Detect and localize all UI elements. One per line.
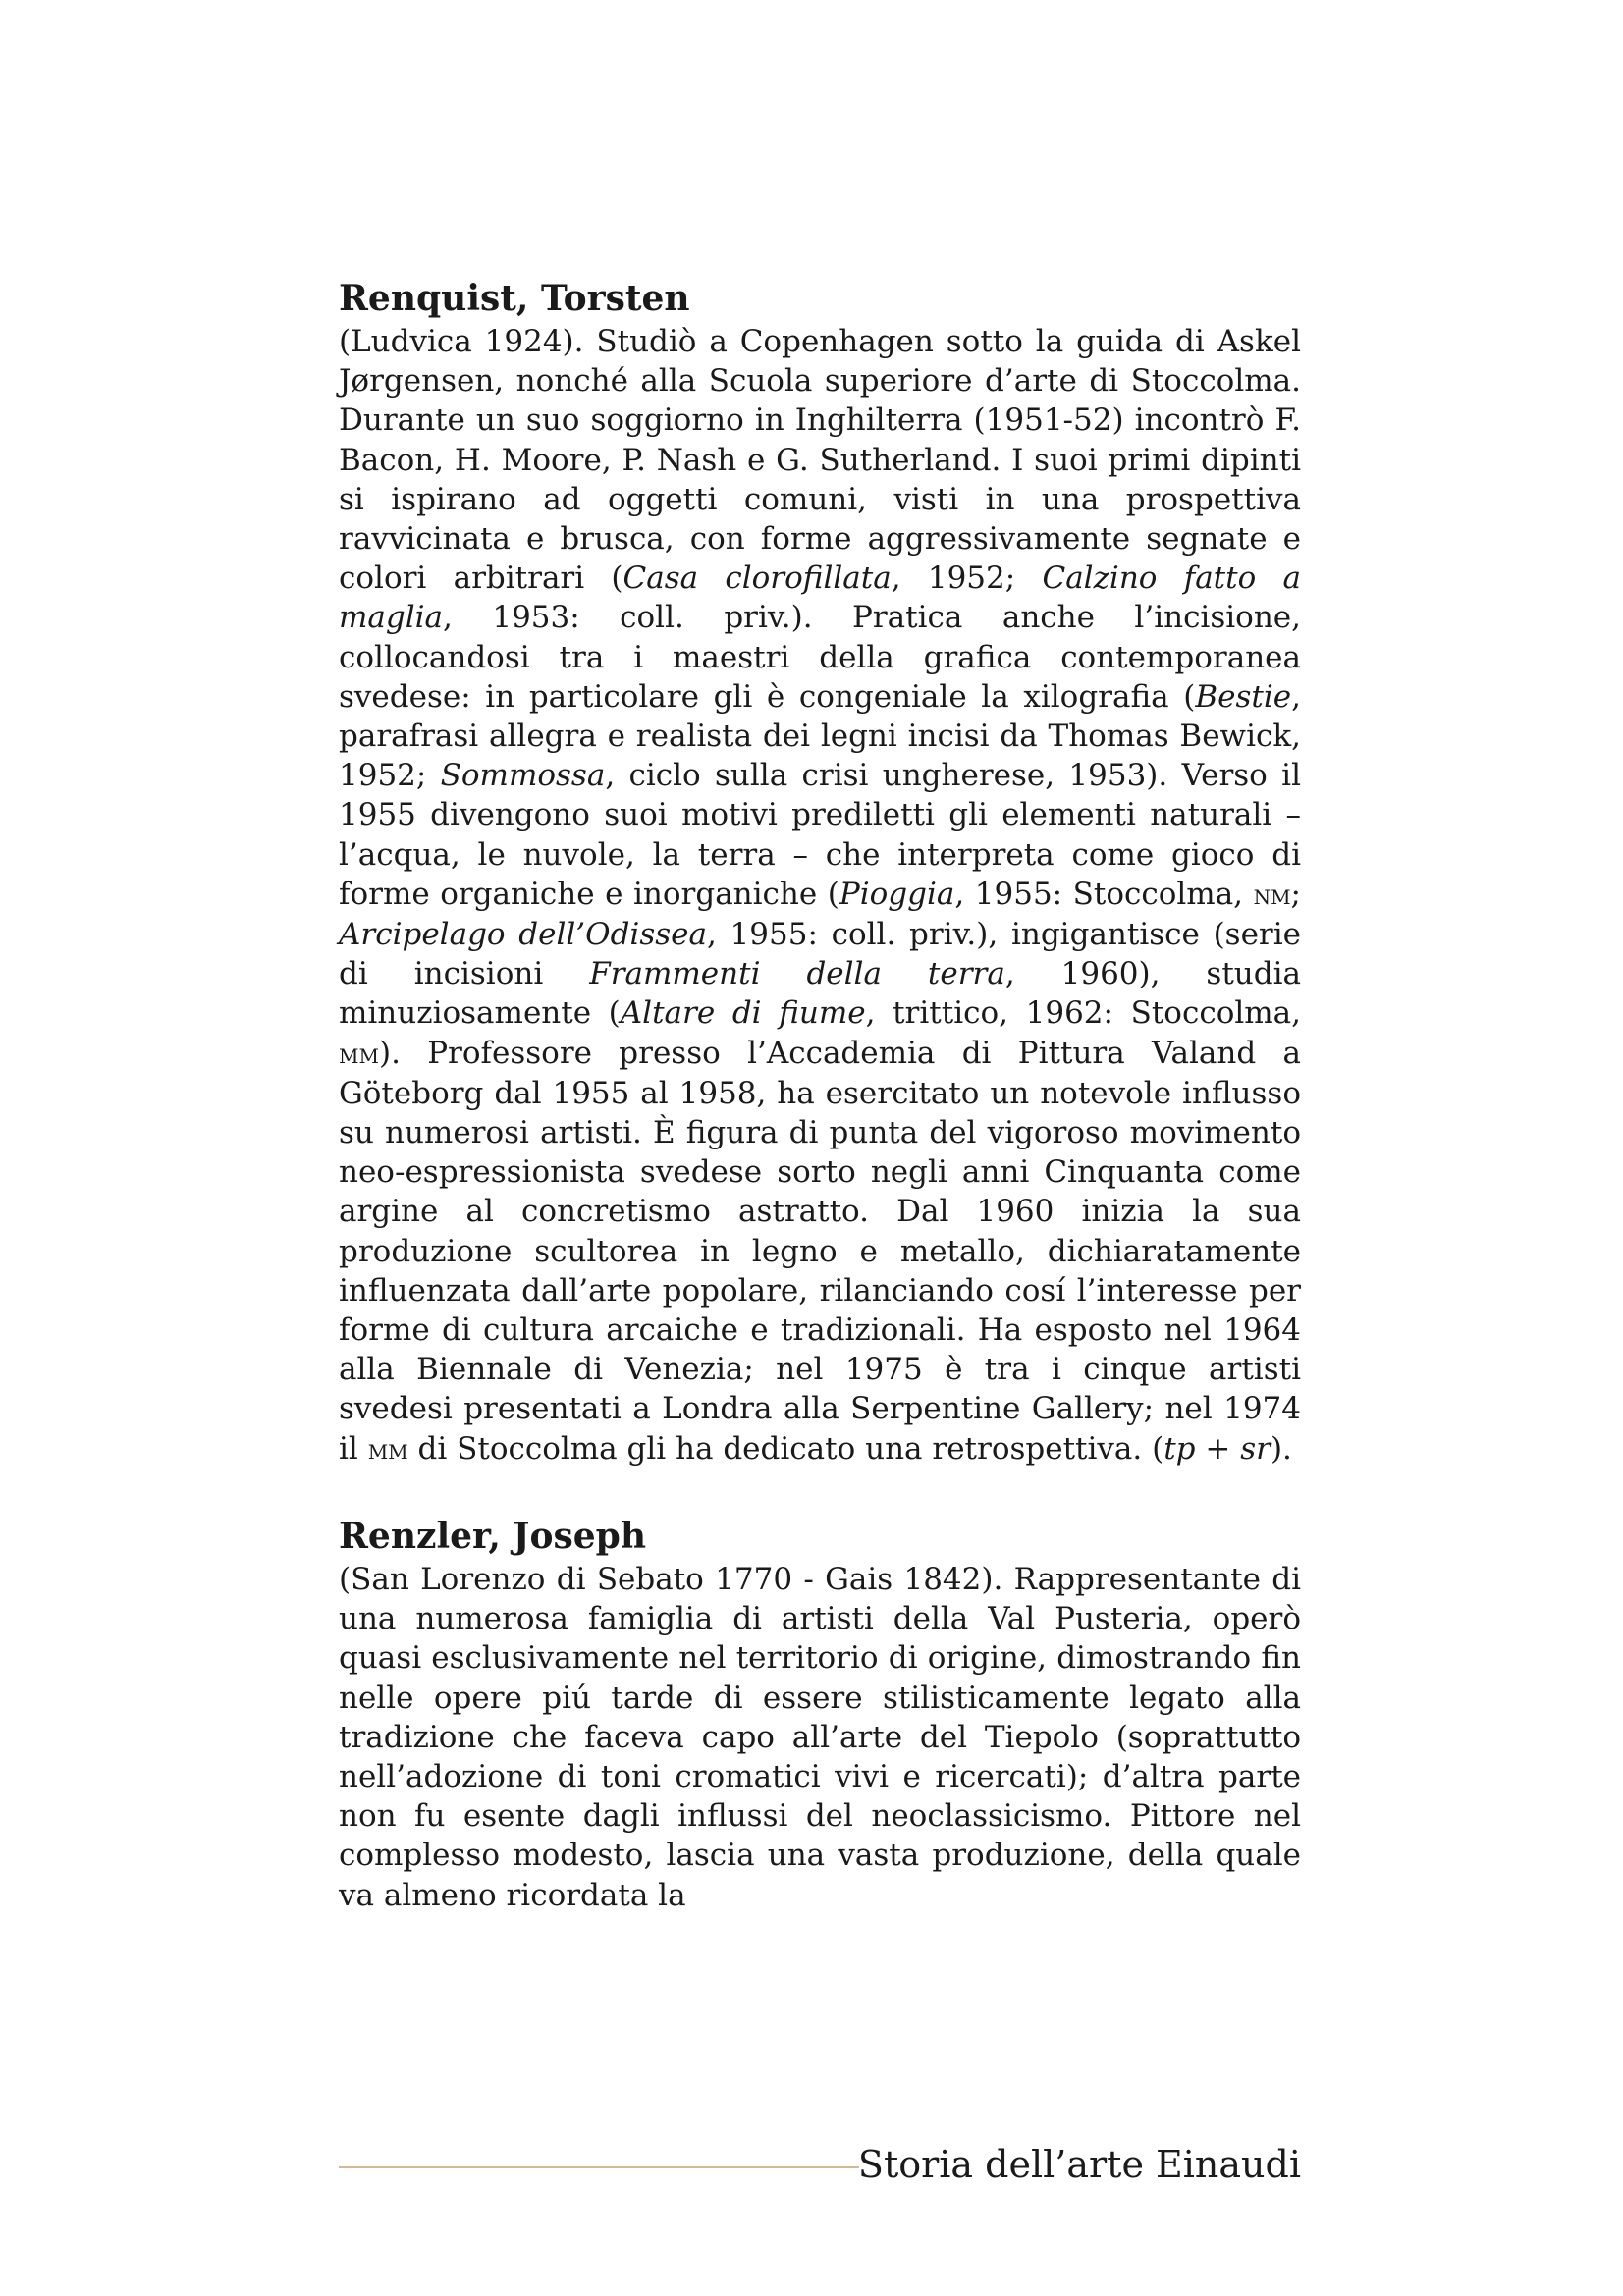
italic-text: Calzino fatto a maglia <box>339 561 1302 636</box>
body-text: , 1955: Stoccolma, <box>954 876 1254 912</box>
body-text: ). <box>1270 1430 1292 1467</box>
body-text: , 1955: coll. priv.), ingigantisce (serie di incisioni <box>339 917 1301 992</box>
body-text: , 1953: coll. priv.). Pratica anche l’incisione, collocandosi tra i maestri della grafica contemporanea svedese: in particolare gli è congeniale la xilografia ( <box>339 600 1301 715</box>
body-text: (Ludvica 1924). Studiò a Copenhagen sotto la guida di Askel Jørgensen, nonché alla Scuola superiore d’arte di Stoccolma. Durante un suo soggiorno in Inghilterra (1951-52) incontrò F. Bacon, H. Moore, P. Nash e G. Sutherland. I suoi primi dipinti si ispirano ad oggetti comuni, visti in una prospettiva ravvicinata e brusca, con forme aggressivamente segnate e colori arbitrari ( <box>339 324 1301 597</box>
body-text: , 1960), studia minuziosamente ( <box>339 956 1302 1032</box>
italic-text: Altare di fiume <box>620 995 866 1032</box>
abbreviation: mm <box>339 1037 379 1070</box>
body-text: ). Professore presso l’Accademia di Pittura Valand a Göteborg dal 1955 al 1958, ha esercitato un notevole influsso su numerosi artisti. È figura di punta del vigoroso movimento neo-espressionista svedese sorto negli anni Cinquanta come argine al concretismo astratto. Dal 1960 inizia la sua produzione scultorea in legno e metallo, dichiaratamente influenzata dall’arte popolare, rilanciando cosí l’interesse per forme di cultura arcaiche e tradizionali. Ha esposto nel 1964 alla Biennale di Venezia; nel 1975 è tra i cinque artisti svedesi presentati a Londra alla Serpentine Gallery; nel 1974 il <box>339 1035 1301 1467</box>
abbreviation: mm <box>367 1432 408 1466</box>
italic-text: Bestie <box>1195 678 1292 715</box>
italic-text: Sommossa <box>440 758 606 794</box>
italic-text: tp + sr <box>1163 1430 1271 1467</box>
italic-text: Arcipelago dell’Odissea <box>339 917 707 953</box>
publication-title: Storia dell’arte Einaudi <box>857 2143 1301 2186</box>
body-text: , 1952; <box>891 561 1043 597</box>
entry-body <box>339 322 1301 1469</box>
entry-title: Renzler, Joseph <box>339 1515 646 1557</box>
body-text: , parafrasi allegra e realista dei legni incisi da Thomas Bewick, 1952; <box>339 678 1301 794</box>
entries-column <box>339 275 1301 1915</box>
body-text: di Stoccolma gli ha dedicato una retrospettiva. ( <box>407 1430 1164 1467</box>
italic-text: Pioggia <box>839 876 955 912</box>
entry-renzler <box>339 1513 1301 1915</box>
body-text: (San Lorenzo di Sebato 1770 - Gais 1842). Rappresentante di una numerosa famiglia di artisti della Val Pusteria, operò quasi esclusivamente nel territorio di origine, dimostrando fin nelle opere piú tarde di essere stilisticamente legato alla tradizione che faceva capo all’arte del Tiepolo (soprattutto nell’adozione di toni cromatici vivi e ricercati); d’altra parte non fu esente dagli influssi del neoclassicismo. Pittore nel complesso modesto, lascia una vasta produzione, della quale va almeno ricordata la <box>339 1561 1301 1913</box>
entry-title: Renquist, Torsten <box>339 278 690 319</box>
body-text: , ciclo sulla crisi ungherese, 1953). Verso il 1955 divengono suoi motivi prediletti gli elementi naturali – l’acqua, le nuvole, la terra – che interpreta come gioco di forme organiche e inorganiche ( <box>339 758 1301 912</box>
entry-body <box>339 1560 1301 1915</box>
entry-renquist <box>339 275 1301 1469</box>
italic-text: Frammenti della terra <box>589 956 1005 992</box>
body-text: , trittico, 1962: Stoccolma, <box>865 995 1301 1032</box>
footer-rule <box>339 2166 859 2168</box>
body-text: ; <box>1290 876 1301 912</box>
page-footer <box>339 2140 1301 2189</box>
abbreviation: nm <box>1253 878 1291 911</box>
italic-text: Casa clorofillata <box>622 561 892 597</box>
